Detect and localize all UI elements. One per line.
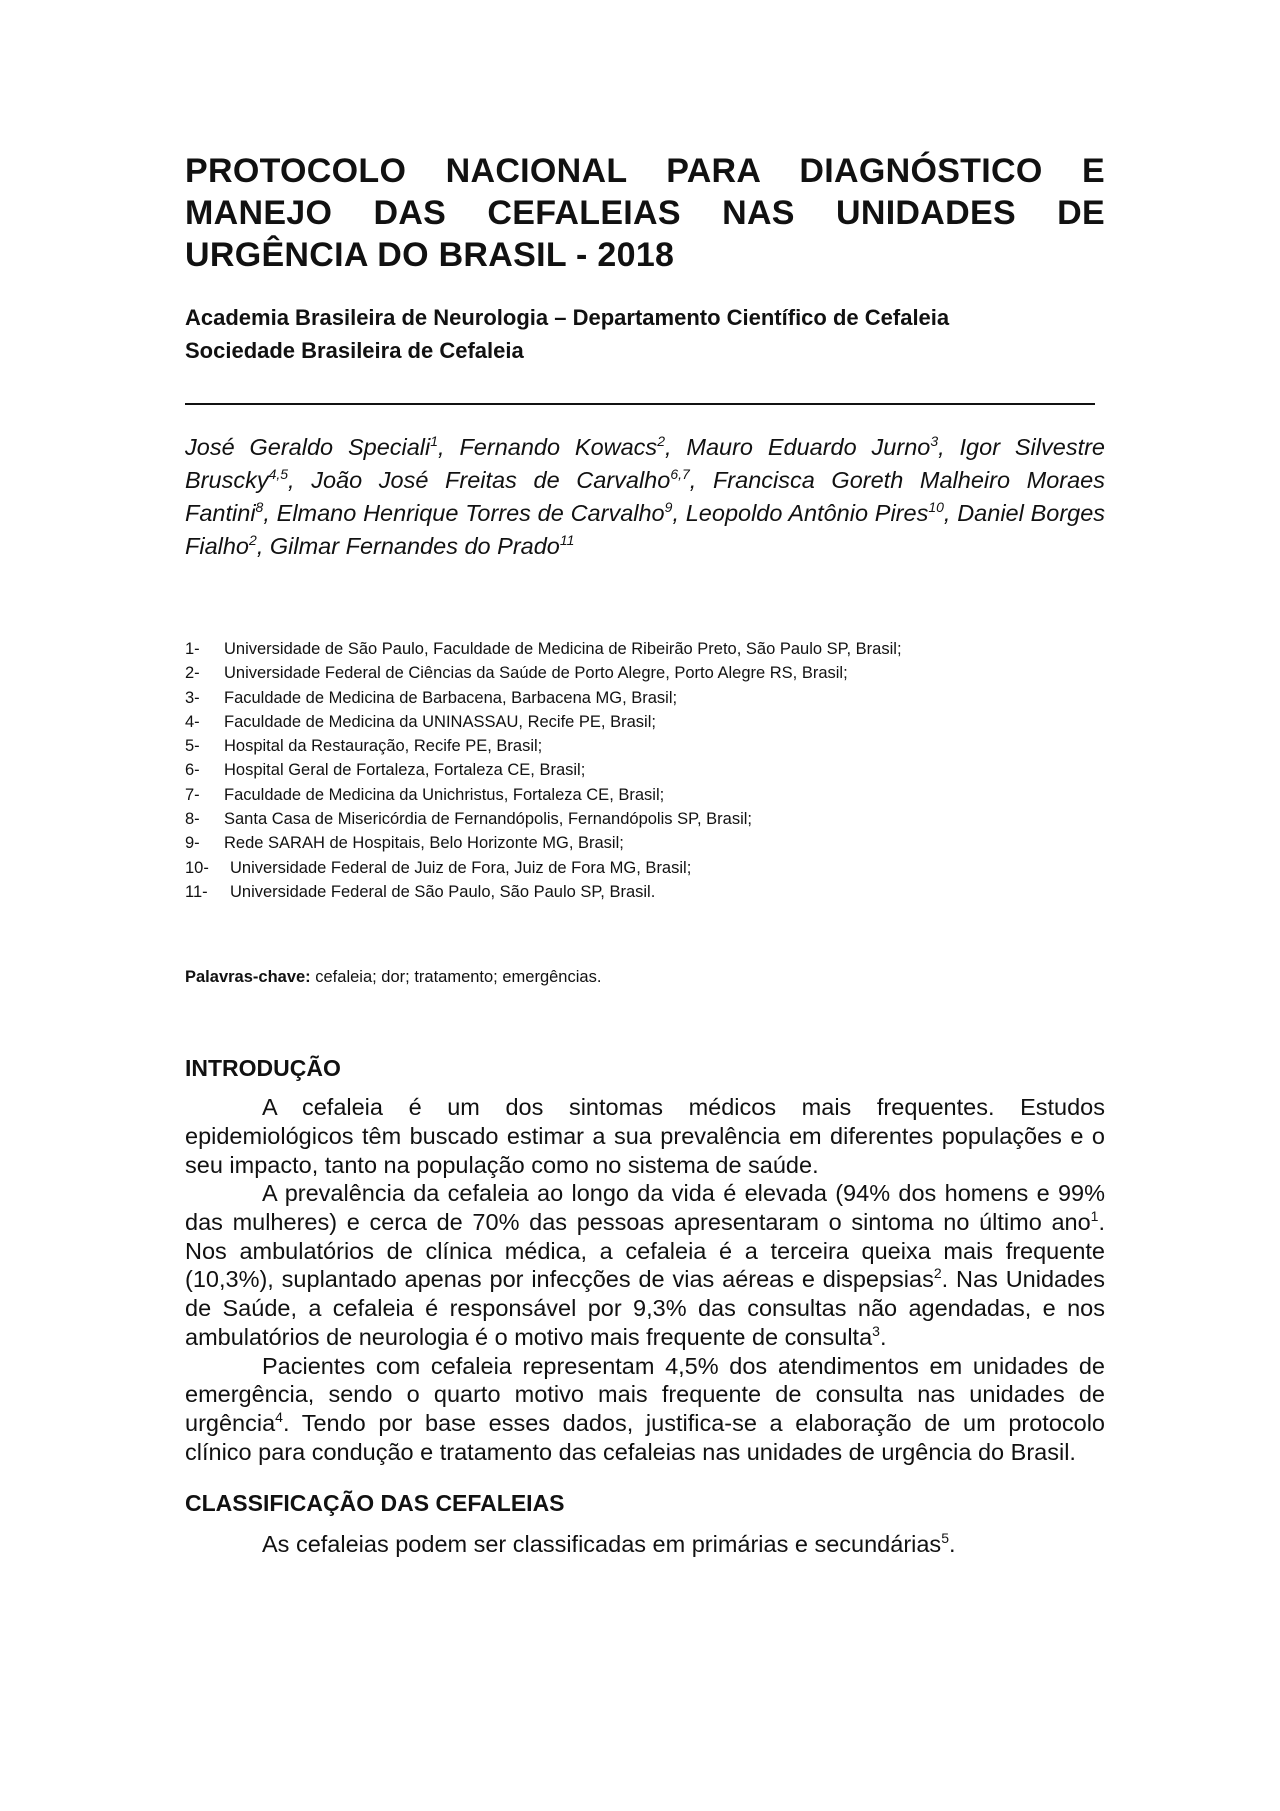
citation-reference: 2	[933, 1265, 942, 1282]
author-separator: ,	[938, 434, 960, 460]
keywords-text: cefaleia; dor; tratamento; emergências.	[310, 968, 602, 987]
author-separator: ,	[263, 500, 277, 526]
affiliation-number: 11-	[185, 882, 208, 901]
affiliation-text: Hospital Geral de Fortaleza, Fortaleza CE, Brasil;	[224, 761, 586, 780]
paragraph-text: . Nos ambulatórios de clínica médica, a cefaleia é a terceira queixa mais frequente (10,3%), suplantado apenas por infecções de vias aéreas e dispepsias	[185, 1209, 1105, 1293]
section-title-introducao: INTRODUÇÃO	[185, 1055, 341, 1082]
affiliation-item	[185, 637, 1105, 661]
paragraph-text: . Tendo por base esses dados, justifica-se a elaboração de um protocolo clínico para condução e tratamento das cefaleias nas unidades de urgência do Brasil.	[185, 1410, 1105, 1465]
affiliation-text: Faculdade de Medicina da Unichristus, Fortaleza CE, Brasil;	[224, 785, 665, 804]
author-separator: ,	[672, 500, 686, 526]
affiliation-item	[185, 686, 1105, 710]
body-paragraph	[185, 1179, 1105, 1351]
section-title-classificacao: CLASSIFICAÇÃO DAS CEFALEIAS	[185, 1490, 565, 1517]
affiliation-item	[185, 710, 1105, 734]
affiliation-number: 10-	[185, 858, 209, 877]
document-page	[185, 150, 1105, 1559]
author-name: João José Freitas de Carvalho	[311, 467, 671, 493]
affiliation-item	[185, 661, 1105, 685]
paragraph-text: A cefaleia é um dos sintomas médicos mais frequentes. Estudos epidemiológicos têm buscado estimar a sua prevalência em diferentes populações e o seu impacto, tanto na população como no sistema de saúde.	[185, 1094, 1105, 1178]
affiliation-number: 7-	[185, 785, 200, 804]
affiliation-text: Santa Casa de Misericórdia de Fernandópolis, Fernandópolis SP, Brasil;	[224, 810, 752, 829]
author-affiliation-sup: 3	[930, 433, 939, 450]
body-paragraph	[185, 1352, 1105, 1467]
author-name: Fernando Kowacs	[459, 434, 658, 460]
author-separator: ,	[438, 434, 460, 460]
affiliation-text: Universidade Federal de Juiz de Fora, Juiz de Fora MG, Brasil;	[230, 858, 692, 877]
author-name: Mauro Eduardo Jurno	[686, 434, 931, 460]
affiliation-item	[185, 758, 1105, 782]
keywords	[185, 965, 1105, 989]
author-separator: ,	[943, 500, 958, 526]
author-separator: ,	[664, 434, 687, 460]
author-name: Gilmar Fernandes do Prado	[269, 533, 560, 559]
author-name: Leopoldo Antônio Pires	[685, 500, 929, 526]
affiliation-text: Faculdade de Medicina da UNINASSAU, Recife PE, Brasil;	[224, 712, 656, 731]
affiliation-item	[185, 807, 1105, 831]
author-affiliation-sup: 1	[430, 433, 439, 450]
author-name: Igor Silvestre Bruscky	[185, 434, 1105, 493]
affiliation-list	[185, 637, 1105, 904]
affiliation-item	[185, 831, 1105, 855]
affiliation-item	[185, 880, 1105, 904]
citation-reference: 4	[275, 1409, 283, 1426]
paragraph-text: Pacientes com cefaleia representam 4,5% dos atendimentos em unidades de emergência, sendo o quarto motivo mais frequente de consulta nas unidades de urgência	[185, 1352, 1105, 1436]
affiliation-number: 1-	[185, 640, 200, 658]
affiliation-text: Universidade Federal de Ciências da Saúde de Porto Alegre, Porto Alegre RS, Brasil;	[224, 664, 848, 683]
affiliation-item	[185, 856, 1105, 880]
author-affiliation-sup: 2	[249, 532, 257, 549]
affiliation-text: Universidade Federal de São Paulo, São Paulo SP, Brasil.	[230, 882, 656, 901]
author-name: Francisca Goreth Malheiro Moraes Fantini	[185, 467, 1105, 526]
organization-line: Sociedade Brasileira de Cefaleia	[185, 338, 524, 363]
citation-reference: 1	[1090, 1208, 1099, 1225]
author-name: Daniel Borges Fialho	[185, 500, 1106, 559]
affiliation-number: 4-	[185, 712, 200, 731]
paragraph-text: .	[948, 1531, 956, 1558]
affiliation-number: 8-	[185, 810, 200, 829]
affiliation-number: 5-	[185, 737, 200, 756]
author-affiliation-sup: 6,7	[670, 466, 690, 483]
affiliation-number: 3-	[185, 688, 200, 707]
body-paragraph	[185, 1093, 1105, 1179]
author-affiliation-sup: 2	[657, 433, 665, 450]
affiliation-text: Universidade de São Paulo, Faculdade de Medicina de Ribeirão Preto, São Paulo SP, Brasil;	[224, 640, 902, 658]
author-affiliation-sup: 4,5	[268, 466, 289, 483]
document-title: PROTOCOLO NACIONAL PARA DIAGNÓSTICO E MANEJO DAS CEFALEIAS NAS UNIDADES DE URGÊNCIA DO BRASIL - 2018	[185, 152, 1105, 274]
author-separator: ,	[288, 467, 312, 493]
paragraph-text: As cefaleias podem ser classificadas em primárias e secundárias	[262, 1531, 942, 1558]
affiliation-text: Faculdade de Medicina de Barbacena, Barbacena MG, Brasil;	[224, 688, 678, 707]
citation-reference: 5	[941, 1530, 949, 1547]
affiliation-text: Rede SARAH de Hospitais, Belo Horizonte MG, Brasil;	[224, 834, 624, 853]
separator-rule	[185, 403, 1095, 405]
affiliation-text: Hospital da Restauração, Recife PE, Brasil;	[224, 737, 543, 756]
author-separator: ,	[256, 533, 270, 559]
affiliation-number: 2-	[185, 664, 200, 683]
paragraph-text: . Nas Unidades de Saúde, a cefaleia é responsável por 9,3% das consultas não agendadas, e nos ambulatórios de neurologia é o motivo mais frequente de consulta	[185, 1266, 1106, 1350]
author-list	[185, 431, 1105, 563]
affiliation-number: 9-	[185, 834, 200, 853]
author-name: José Geraldo Speciali	[185, 434, 431, 460]
affiliation-number: 6-	[185, 761, 200, 780]
author-affiliation-sup: 10	[928, 499, 944, 516]
author-name: Elmano Henrique Torres de Carvalho	[276, 500, 665, 526]
author-affiliation-sup: 11	[559, 532, 575, 549]
section-body-classificacao	[185, 1530, 1105, 1559]
paragraph-text: .	[879, 1323, 887, 1350]
paragraph-text: A prevalência da cefaleia ao longo da vida é elevada (94% dos homens e 99% das mulheres) e cerca de 70% das pessoas apresentaram o sintoma no último ano	[185, 1180, 1105, 1236]
author-affiliation-sup: 9	[664, 499, 673, 516]
section-body-introducao	[185, 1093, 1105, 1466]
organizations	[185, 301, 1105, 367]
body-paragraph	[185, 1530, 1105, 1559]
author-affiliation-sup: 8	[255, 499, 264, 516]
organization-line: Academia Brasileira de Neurologia – Departamento Científico de Cefaleia	[185, 305, 950, 330]
citation-reference: 3	[872, 1323, 880, 1340]
author-separator: ,	[689, 467, 713, 493]
keywords-label: Palavras-chave:	[185, 968, 311, 987]
affiliation-item	[185, 783, 1105, 807]
affiliation-item	[185, 734, 1105, 758]
